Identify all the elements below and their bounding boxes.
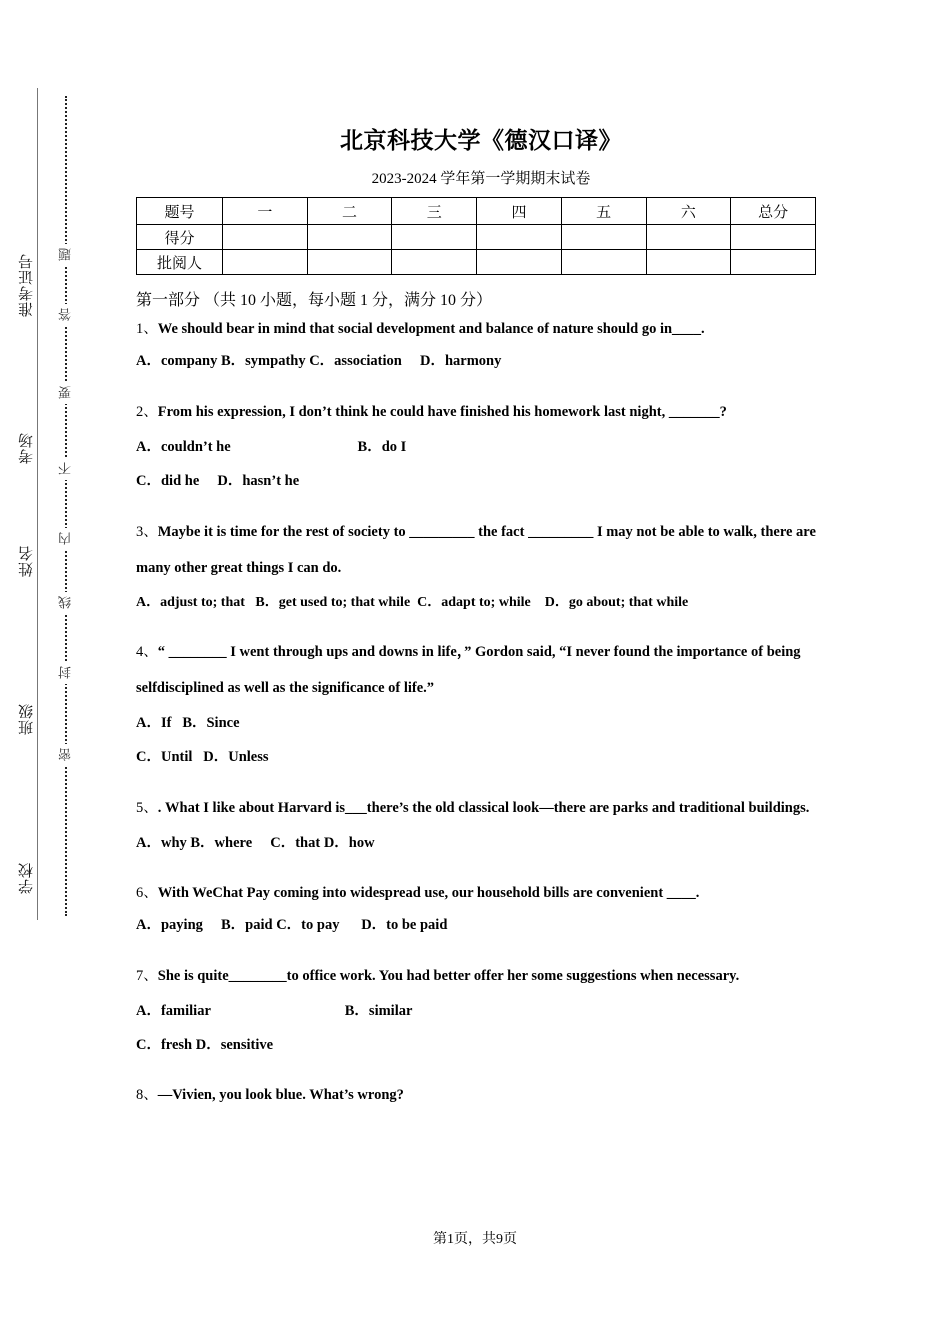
question-body: We should bear in mind that social development and balance of nature should go in____. xyxy=(157,321,705,337)
seal-notice-char: 封 xyxy=(55,662,77,684)
question-number: 5、 xyxy=(136,800,158,816)
question-body: From his expression, I don’t think he could have finished his homework last night, _______? xyxy=(157,404,727,420)
seal-notice-char: 答 xyxy=(55,304,77,326)
question-body: “ ________ I went through ups and downs in life，” Gordon said, “I never found the importance of being selfdisciplined as well as the significance of life.” xyxy=(136,644,801,696)
question-body: She is quite________to office work. You had better offer her some suggestions when necessary. xyxy=(157,968,740,984)
seal-margin-area xyxy=(0,0,120,1344)
table-cell-score[interactable] xyxy=(307,225,392,250)
table-header-cell: 六 xyxy=(646,198,731,225)
seal-solid-line xyxy=(37,88,38,920)
table-row-label: 批阅人 xyxy=(137,250,223,275)
table-header-cell: 五 xyxy=(561,198,646,225)
question-options[interactable]: A．why B．where C．that D．how xyxy=(136,835,375,851)
margin-label-school: 学校 xyxy=(19,862,35,894)
page-title: 北京科技大学《德汉口译》 xyxy=(340,127,622,153)
question-item xyxy=(136,878,826,942)
question-text xyxy=(136,514,826,586)
question-item xyxy=(136,314,826,378)
question-text xyxy=(136,634,826,706)
table-header-cell: 题号 xyxy=(137,198,223,225)
table-cell-score[interactable] xyxy=(392,225,477,250)
question-text xyxy=(136,1080,826,1110)
table-cell-score[interactable] xyxy=(477,225,562,250)
question-item xyxy=(136,514,826,620)
question-options[interactable]: C．Until D．Unless xyxy=(136,749,269,765)
question-number: 3、 xyxy=(136,524,158,540)
seal-notice-char: 密 xyxy=(55,744,77,766)
seal-notice-char: 内 xyxy=(55,528,77,550)
question-body: With WeChat Pay coming into widespread use, our household bills are convenient ____. xyxy=(157,885,700,901)
margin-label-admission-number: 准考证号 xyxy=(19,253,35,317)
table-header-cell: 一 xyxy=(223,198,308,225)
question-options[interactable]: A．paying B．paid C．to pay D．to be paid xyxy=(136,917,448,933)
question-options[interactable]: A．adjust to; that B．get used to; that while C．adapt to; while D．go about; that while xyxy=(136,595,689,610)
table-cell-score[interactable] xyxy=(223,225,308,250)
page-content xyxy=(136,0,826,1110)
table-header-cell: 三 xyxy=(392,198,477,225)
table-row-label: 得分 xyxy=(137,225,223,250)
question-text xyxy=(136,958,826,994)
table-cell-reviewer[interactable] xyxy=(307,250,392,275)
question-text xyxy=(136,314,826,344)
question-item xyxy=(136,1080,826,1110)
seal-dotted-line xyxy=(65,96,67,916)
question-item xyxy=(136,958,826,1062)
question-body: —Vivien, you look blue. What’s wrong? xyxy=(157,1087,404,1103)
section-heading: 第一部分 （共 10 小题，每小题 1 分，满分 10 分） xyxy=(136,292,493,309)
seal-notice-char: 要 xyxy=(55,382,77,404)
seal-notice-char: 线 xyxy=(55,592,77,614)
table-row-header xyxy=(137,198,816,225)
page-footer: 第1页，共9页 xyxy=(433,1232,517,1247)
page-subtitle: 2023-2024 学年第一学期期末试卷 xyxy=(371,171,591,187)
seal-notice-char: 题 xyxy=(55,244,77,266)
question-options[interactable]: A．familiar B．similar xyxy=(136,1003,413,1019)
question-number: 6、 xyxy=(136,885,158,901)
question-number: 7、 xyxy=(136,968,158,984)
table-cell-reviewer[interactable] xyxy=(392,250,477,275)
score-table xyxy=(136,197,816,275)
question-options[interactable]: C．did he D．hasn’t he xyxy=(136,473,300,489)
question-options[interactable]: A．couldn’t he B．do I xyxy=(136,439,407,455)
table-row-reviewer xyxy=(137,250,816,275)
seal-notice-char: 不 xyxy=(55,458,77,480)
question-item xyxy=(136,634,826,774)
table-header-cell: 二 xyxy=(307,198,392,225)
table-cell-score[interactable] xyxy=(646,225,731,250)
question-text xyxy=(136,394,826,430)
table-row-score xyxy=(137,225,816,250)
question-number: 4、 xyxy=(136,644,158,660)
table-header-cell: 四 xyxy=(477,198,562,225)
question-item xyxy=(136,394,826,498)
table-cell-reviewer[interactable] xyxy=(561,250,646,275)
table-cell-reviewer[interactable] xyxy=(646,250,731,275)
table-cell-reviewer[interactable] xyxy=(477,250,562,275)
question-options[interactable]: A．If B．Since xyxy=(136,715,240,731)
question-options[interactable]: A．company B．sympathy C．association D．harmony xyxy=(136,353,502,369)
question-text xyxy=(136,878,826,908)
question-number: 1、 xyxy=(136,321,158,337)
table-cell-reviewer[interactable] xyxy=(731,250,816,275)
table-cell-score[interactable] xyxy=(561,225,646,250)
question-number: 2、 xyxy=(136,404,158,420)
margin-label-exam-room: 考场 xyxy=(19,432,35,464)
margin-label-class: 班级 xyxy=(19,703,35,735)
table-cell-reviewer[interactable] xyxy=(223,250,308,275)
question-body: Maybe it is time for the rest of society to _________ the fact _________ I may not be able to walk, there are many other great things I can do. xyxy=(136,524,816,576)
margin-label-student-name: 姓名 xyxy=(19,545,35,577)
question-options[interactable]: C．fresh D．sensitive xyxy=(136,1037,274,1053)
question-item xyxy=(136,790,826,860)
question-body: . What I like about Harvard is___there’s the old classical look—there are parks and traditional buildings. xyxy=(157,800,810,816)
question-number: 8、 xyxy=(136,1087,158,1103)
table-cell-score[interactable] xyxy=(731,225,816,250)
table-header-cell: 总分 xyxy=(731,198,816,225)
question-text xyxy=(136,790,826,826)
